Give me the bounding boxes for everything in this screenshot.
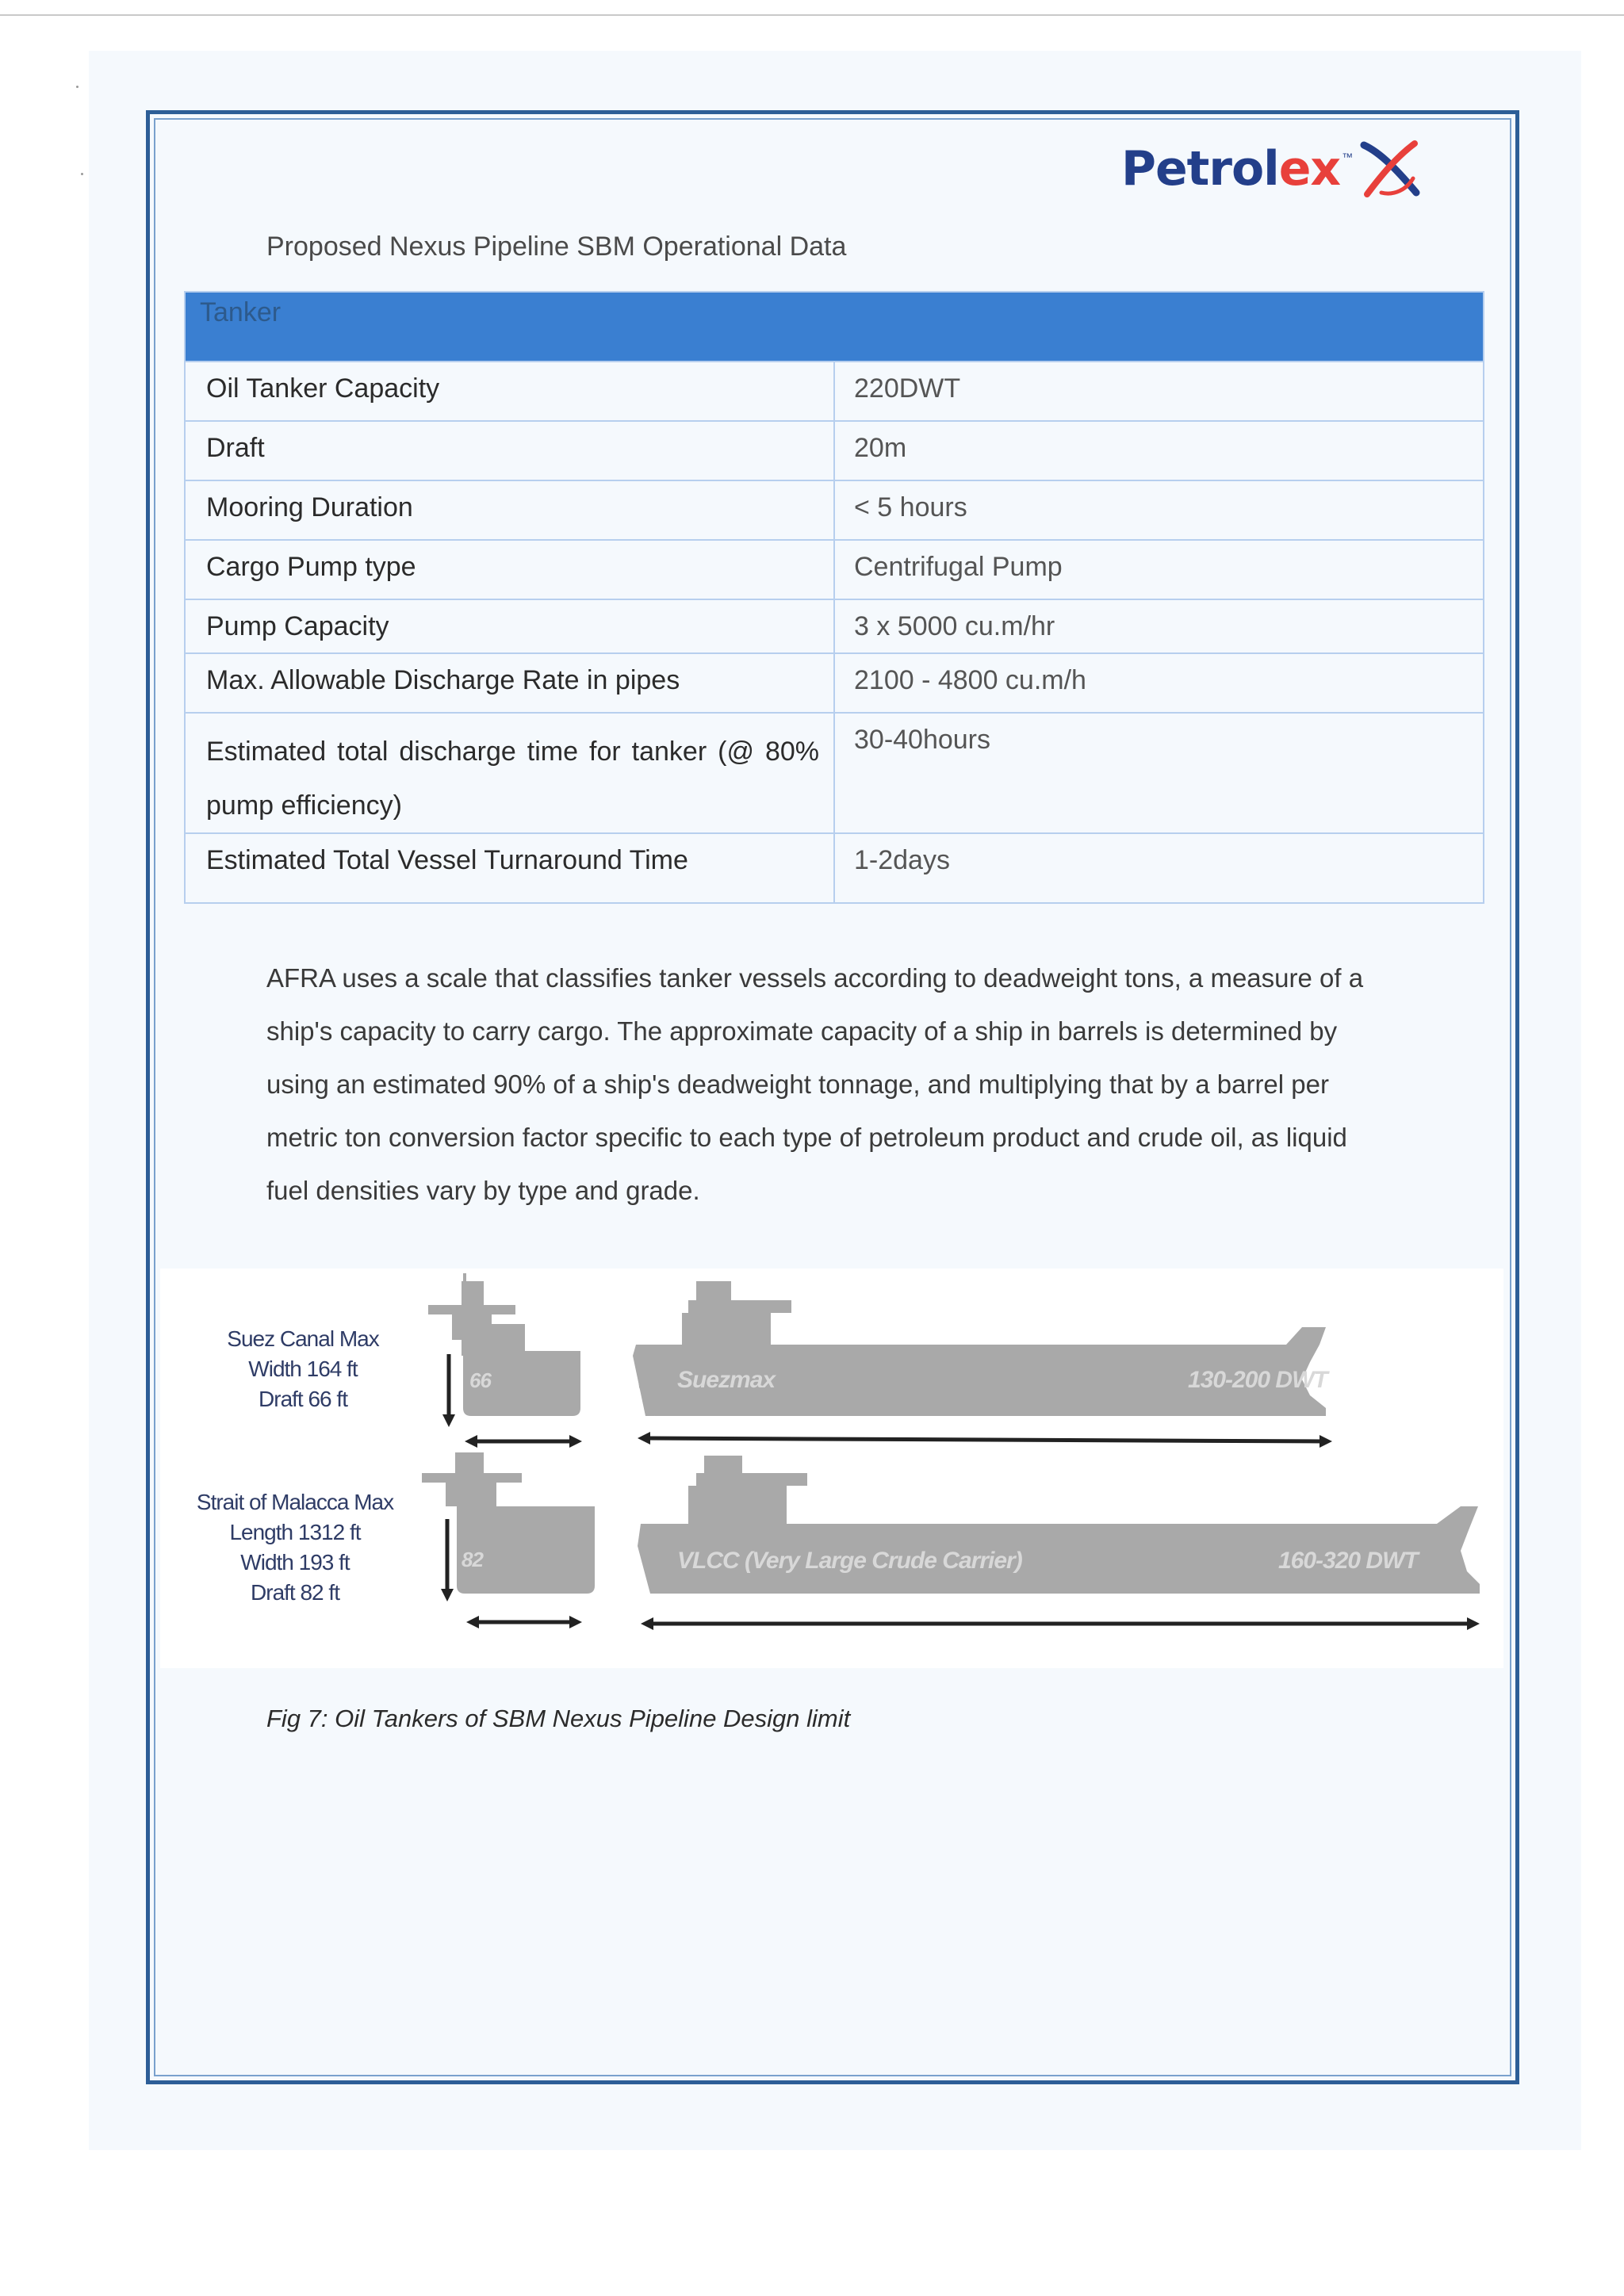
row-value: < 5 hours xyxy=(834,480,1484,540)
vlcc-draft-label: 82 xyxy=(462,1548,483,1571)
caption-line: Suez Canal Max xyxy=(227,1326,379,1351)
row-value: 30-40hours xyxy=(834,713,1484,833)
suezmax-draft-label: 66 xyxy=(469,1368,491,1392)
table-row xyxy=(185,540,1484,599)
row-value: 20m xyxy=(834,421,1484,480)
row-label: Cargo Pump type xyxy=(185,540,834,599)
row-label: Oil Tanker Capacity xyxy=(185,362,834,421)
logo-trademark: ™ xyxy=(1342,151,1354,163)
vlcc-caption xyxy=(176,1487,414,1608)
caption-line: Draft 66 ft xyxy=(259,1387,347,1411)
row-label: Estimated total discharge time for tanker (@ 80% pump efficiency) xyxy=(185,713,834,833)
row-label: Pump Capacity xyxy=(185,599,834,653)
table-row xyxy=(185,480,1484,540)
suezmax-front-silhouette xyxy=(428,1273,580,1416)
scan-artifact xyxy=(76,86,79,88)
row-value: 220DWT xyxy=(834,362,1484,421)
table-row xyxy=(185,362,1484,421)
table-row xyxy=(185,833,1484,903)
document-title: Proposed Nexus Pipeline SBM Operational Data xyxy=(266,232,847,262)
table-row xyxy=(185,713,1484,833)
table-header-tanker: Tanker xyxy=(185,292,1484,362)
scan-top-line xyxy=(0,14,1624,16)
logo-x-icon xyxy=(1358,137,1424,201)
figure-caption: Fig 7: Oil Tankers of SBM Nexus Pipeline Design limit xyxy=(266,1705,851,1732)
petrolex-logo xyxy=(1121,133,1424,205)
logo-wordmark: Petrolex xyxy=(1121,141,1341,197)
row-value: 3 x 5000 cu.m/hr xyxy=(834,599,1484,653)
table-row xyxy=(185,599,1484,653)
row-value: Centrifugal Pump xyxy=(834,540,1484,599)
caption-line: Width 164 ft xyxy=(248,1357,358,1381)
suezmax-name-label: Suezmax xyxy=(677,1367,776,1393)
tanker-size-figure xyxy=(160,1269,1503,1668)
caption-line: Length 1312 ft xyxy=(229,1520,361,1544)
row-label: Draft xyxy=(185,421,834,480)
caption-line: Strait of Malacca Max xyxy=(196,1490,394,1514)
row-value: 2100 - 4800 cu.m/h xyxy=(834,653,1484,713)
row-label: Estimated Total Vessel Turnaround Time xyxy=(185,833,834,903)
suezmax-caption xyxy=(192,1324,414,1414)
table-header-row xyxy=(185,292,1484,362)
operational-data-table xyxy=(184,291,1484,904)
row-label: Max. Allowable Discharge Rate in pipes xyxy=(185,653,834,713)
afra-paragraph: AFRA uses a scale that classifies tanker vessels according to deadweight tons, a measure of a ship's capacity to carry cargo. The approximate capacity of a ship in barrels is determined by using an estimated 90% of a ship's deadweight tonnage, and multiplying that by a barrel per metric ton conversion factor specific to each type of petroleum product and crude oil, as liquid fuel densities vary by type and grade. xyxy=(266,963,1364,1205)
scan-artifact xyxy=(81,173,83,175)
vlcc-dwt-label: 160-320 DWT xyxy=(1278,1548,1418,1574)
suezmax-dwt-label: 130-200 DWT xyxy=(1188,1367,1327,1393)
caption-line: Draft 82 ft xyxy=(251,1580,339,1605)
table-row xyxy=(185,653,1484,713)
row-value: 1-2days xyxy=(834,833,1484,903)
row-label: Mooring Duration xyxy=(185,480,834,540)
suezmax-side-silhouette xyxy=(633,1281,1326,1416)
vlcc-name-label: VLCC (Very Large Crude Carrier) xyxy=(677,1548,1022,1574)
table-row xyxy=(185,421,1484,480)
caption-line: Width 193 ft xyxy=(240,1550,350,1575)
